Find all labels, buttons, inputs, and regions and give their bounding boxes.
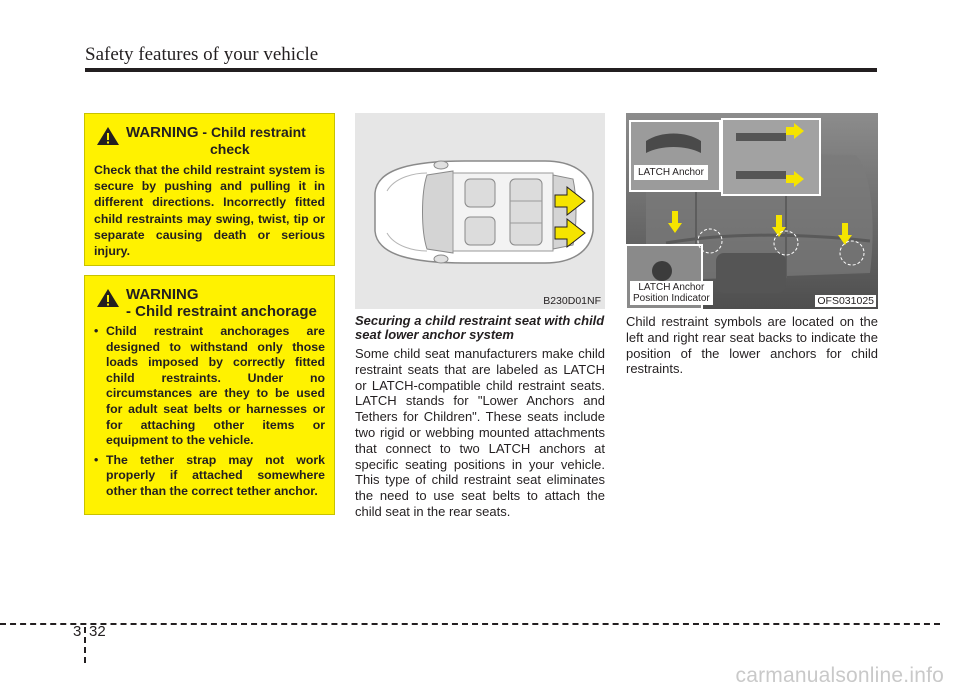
warning-body: Check that the child restraint system is secure by pushing and pulling it in different directions. Incorrectly fitted child restraints may swing, twist, tip or separate causing death or serious injury. xyxy=(94,163,325,259)
warning-subtitle: - Child restraint anchorage xyxy=(126,303,317,320)
footer-dashed-rule xyxy=(0,623,940,625)
warning-triangle-icon xyxy=(96,126,120,146)
latch-indicator-label-line2: Position Indicator xyxy=(633,293,710,304)
figure-code: B230D01NF xyxy=(543,295,601,307)
page-number: 32 xyxy=(89,623,106,640)
section-latch-installation xyxy=(355,314,605,520)
page-header-title: Safety features of your vehicle xyxy=(85,44,319,65)
latch-indicator-label-line1: LATCH Anchor xyxy=(638,282,705,293)
rear-seat-latch-photo xyxy=(626,113,878,309)
warning-title xyxy=(126,286,317,320)
warning-header xyxy=(94,286,325,320)
warning-triangle-icon xyxy=(96,288,120,308)
car-top-view-illustration xyxy=(355,113,605,309)
rear-seat-illustration xyxy=(626,113,878,309)
latch-indicator-label xyxy=(630,281,713,305)
warning-title xyxy=(126,124,306,158)
warning-bullet: • Child restraint anchorages are designed to withstand only those loads imposed by correctly fitted child restraints. Under no circumstances are they to be used for adult seat belts or harnesses or for attaching other items or equipment to the vehicle. xyxy=(94,324,325,449)
warning-label: WARNING xyxy=(126,286,199,303)
section-body: Some child seat manufacturers make child restraint seats that are labeled as LATCH or LATCH-compatible child restraint seats. LATCH stands for "Lower Anchors and Tethers for Children". These seats include two rigid or webbing mounted attachments that connect to two LATCH anchors at specific seating positions in your vehicle. This type of child restraint seat eliminates the need to use seat belts to attach the child seat in the rear seats. xyxy=(355,346,605,519)
car-diagram xyxy=(355,113,605,309)
figure-code: OFS031025 xyxy=(817,295,874,307)
chapter-number: 3 xyxy=(73,623,82,640)
warning-child-restraint-anchorage xyxy=(84,275,335,515)
right-body: Child restraint symbols are located on the left and right rear seat backs to indicate the position of the lower anchors for child restraints. xyxy=(626,314,878,377)
section-child-restraint-symbols xyxy=(626,314,878,377)
warning-header xyxy=(94,124,325,158)
header-rule xyxy=(85,68,877,72)
section-subheading: Securing a child restraint seat with child seat lower anchor system xyxy=(355,313,605,342)
warning-bullet: • The tether strap may not work properly if attached somewhere other than the correct tether anchor. xyxy=(94,453,325,500)
latch-anchor-label: LATCH Anchor xyxy=(634,165,708,180)
warning-child-restraint-check xyxy=(84,113,335,266)
warning-label: WARNING xyxy=(126,124,199,141)
footer-dashed-divider xyxy=(84,627,86,663)
watermark: carmanualsonline.info xyxy=(735,664,944,687)
warning-title-line2: check xyxy=(210,141,250,157)
warning-bullet-list xyxy=(94,324,325,500)
warning-title-line1: - Child restraint xyxy=(198,124,306,140)
